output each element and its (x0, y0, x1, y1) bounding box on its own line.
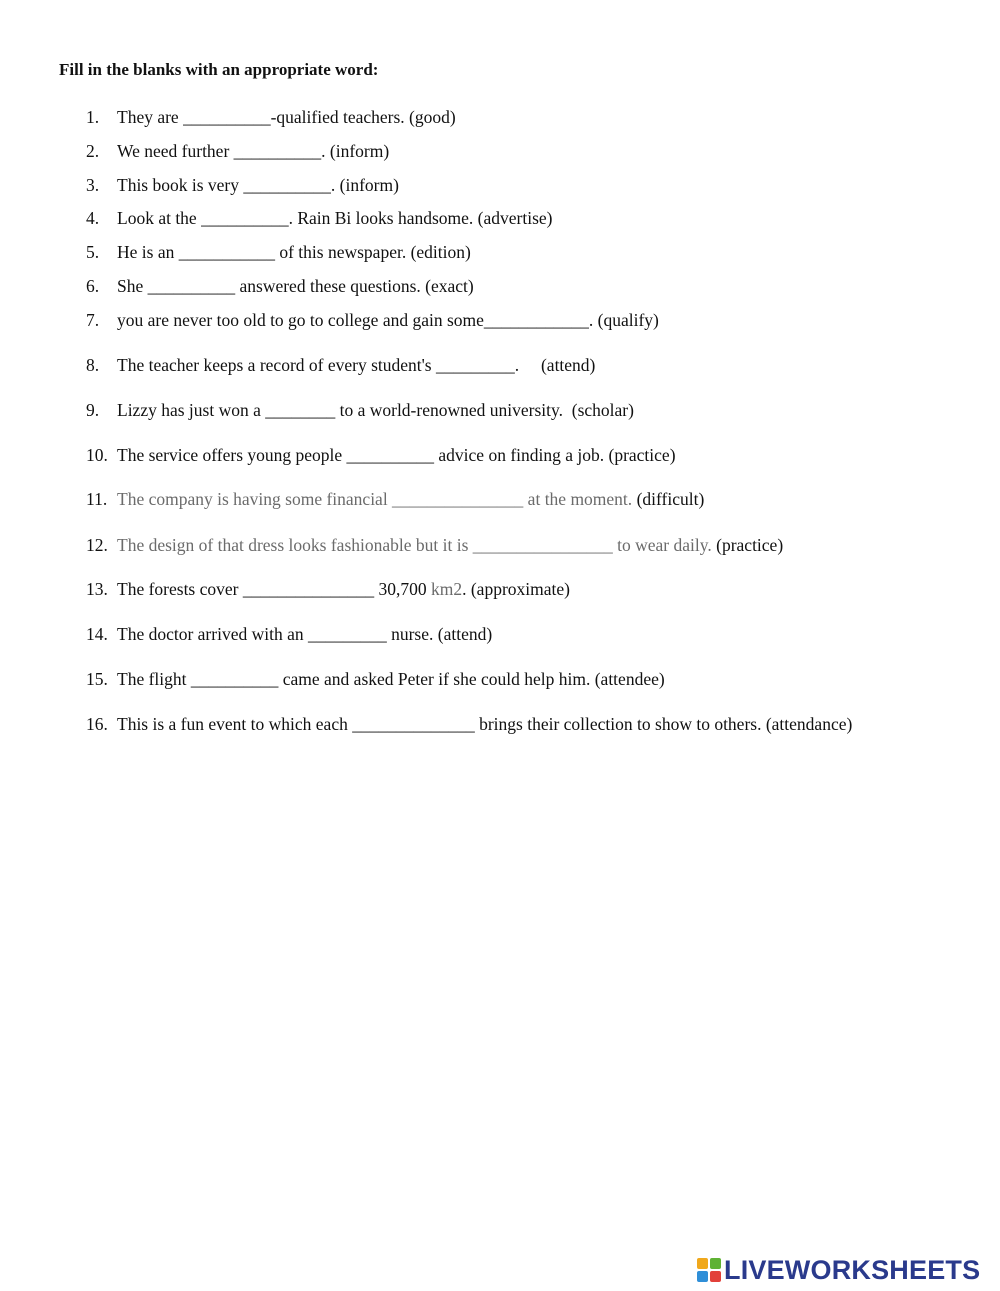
question-10 (86, 444, 676, 466)
question-number: 11. (86, 489, 108, 509)
question-9 (86, 399, 634, 421)
question-16 (86, 713, 852, 735)
question-number: 15. (86, 669, 108, 689)
question-7 (86, 309, 659, 331)
question-number: 8. (86, 355, 100, 375)
question-hint: (practice) (711, 535, 784, 555)
question-2 (86, 140, 389, 162)
question-text: Lizzy has just won a ________ to a world-renowned university. (scholar) (117, 400, 634, 420)
question-number: 7. (86, 310, 100, 330)
question-text: This is a fun event to which each ______________ brings their collection to show to others. (attendance) (117, 714, 853, 734)
question-8 (86, 354, 595, 376)
question-text: The service offers young people __________ advice on finding a job. (practice) (117, 445, 676, 465)
question-text: Look at the __________. Rain Bi looks handsome. (advertise) (117, 208, 553, 228)
question-12 (86, 534, 783, 556)
question-number: 1. (86, 107, 100, 127)
question-text: They are __________-qualified teachers. (good) (117, 107, 456, 127)
question-text: She __________ answered these questions. (exact) (117, 276, 474, 296)
question-text: The teacher keeps a record of every student's _________. (attend) (117, 355, 596, 375)
question-number: 10. (86, 445, 108, 465)
question-text: We need further __________. (inform) (117, 141, 390, 161)
question-number: 5. (86, 242, 100, 262)
logo-square (710, 1271, 721, 1282)
question-text: The doctor arrived with an _________ nurse. (attend) (117, 624, 493, 644)
question-text: This book is very __________. (inform) (117, 175, 399, 195)
question-number: 3. (86, 175, 100, 195)
question-hint: (difficult) (632, 489, 705, 509)
question-11 (86, 488, 704, 510)
question-text: you are never too old to go to college and gain some____________. (qualify) (117, 310, 659, 330)
logo-square (710, 1258, 721, 1269)
question-text: The forests cover _______________ 30,700 (117, 579, 431, 599)
logo-squares-icon (697, 1258, 721, 1282)
logo-text: LIVEWORKSHEETS (724, 1254, 981, 1285)
question-text: The design of that dress looks fashionable but it is ________________ to wear daily. (117, 535, 712, 555)
question-5 (86, 241, 471, 263)
question-number: 14. (86, 624, 108, 644)
logo-square (697, 1258, 708, 1269)
worksheet-instruction: Fill in the blanks with an appropriate word: (59, 60, 379, 79)
question-15 (86, 668, 665, 690)
question-3 (86, 174, 399, 196)
logo-square (697, 1271, 708, 1282)
liveworksheets-logo (697, 1254, 980, 1286)
question-number: 9. (86, 400, 100, 420)
question-text: He is an ___________ of this newspaper. (edition) (117, 242, 471, 262)
question-14 (86, 623, 492, 645)
question-4 (86, 207, 552, 229)
question-number: 4. (86, 208, 100, 228)
question-text: The flight __________ came and asked Peter if she could help him. (attendee) (117, 669, 665, 689)
question-number: 2. (86, 141, 100, 161)
question-number: 13. (86, 579, 108, 599)
question-text: The company is having some financial _______________ at the moment. (117, 489, 633, 509)
question-unit: km2 (430, 579, 463, 599)
question-13 (86, 578, 570, 600)
question-number: 6. (86, 276, 100, 296)
question-hint: . (approximate) (462, 579, 570, 599)
question-number: 12. (86, 535, 108, 555)
question-number: 16. (86, 714, 108, 734)
question-1 (86, 106, 456, 128)
question-6 (86, 275, 474, 297)
